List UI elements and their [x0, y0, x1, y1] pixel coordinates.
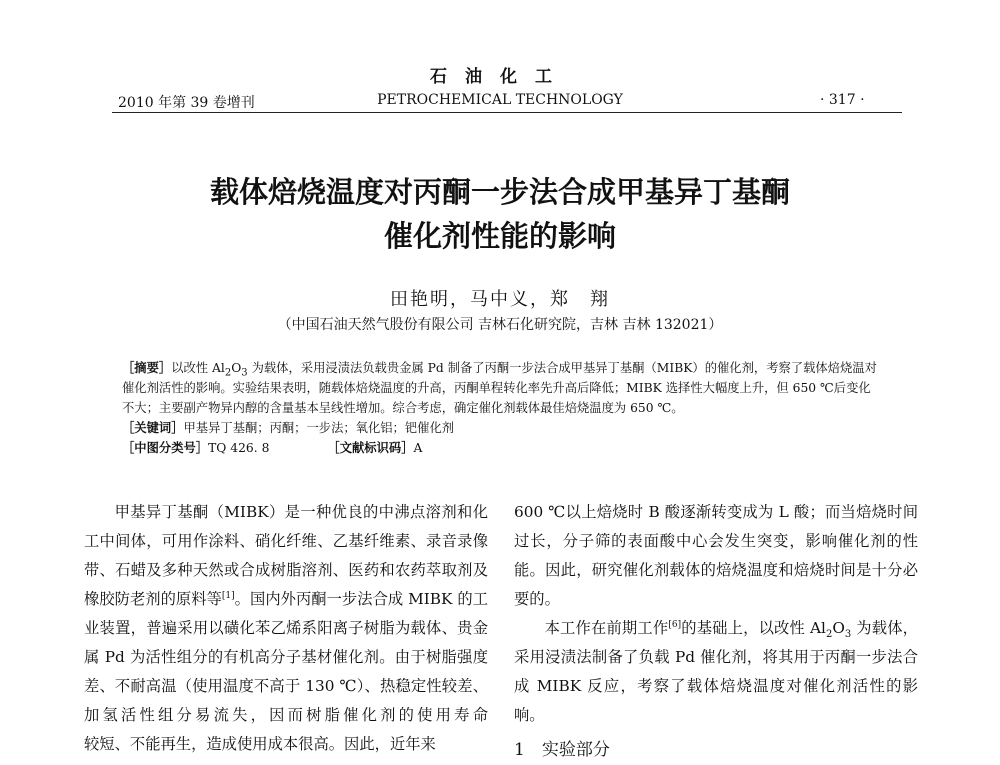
formula-al-subscript: 2 — [224, 367, 232, 379]
intro-last-line: 较短、不能再生，造成使用成本很高。因此，近年来 — [84, 735, 436, 753]
section-heading: 1 实验部分 — [514, 740, 610, 760]
clc-label: ［中图分类号］ — [122, 440, 209, 455]
formula-al-subscript-2: 2 — [825, 629, 833, 641]
intro-text-a: 甲基异丁基酮（MIBK）是一种优良的中沸点溶剂和化工中间体，可用作涂料、硝化纤维、乙基纤维素、录音录像带、石蜡及多种天然或合成树脂溶剂、医药和农药萃取剂及橡胶防老剂的原料等 — [84, 503, 488, 608]
paper-title-line-1: 载体焙烧温度对丙酮一步法合成甲基异丁基酮 — [209, 175, 790, 209]
abstract-text-a: 以改性 Al — [171, 361, 225, 375]
classification — [122, 438, 880, 458]
doc-code-value: A — [413, 441, 423, 455]
intro-text-b: 。国内外丙酮一步法合成 MIBK 的工业装置，普遍采用以磺化苯乙烯系阳离子树脂为载体、贵金属 Pd 为活性组分的有机高分子基材催化剂。由于树脂强度差、不耐高温（使用温度不高于 130 ℃）、热稳定性较差、加氢活性组分易流失，因而树脂催化剂的使用寿命 — [84, 590, 488, 724]
doc-code-label: ［文献标识码］ — [327, 440, 414, 455]
keywords-text: 甲基异丁基酮；丙酮；一步法；氧化铝；钯催化剂 — [183, 421, 455, 435]
issue-info: 2010 年第 39 卷增刊 — [118, 95, 255, 111]
abstract-text-b: 为载体，采用浸渍法负载贵金属 Pd 制备了丙酮一步法合成甲基异丁基酮（MIBK）的催化剂，考察了载体焙烧温对催化剂活性的影响。实验结果表明，随载体焙烧温度的升高，丙酮单程转化率先升高后降低；MIBK 选择性大幅度上升，但 650 ℃后变化不大；主要副产物异内醇的含量基本呈线性增加。综合考虑，确定催化剂载体最佳焙烧温度为 650 ℃。 — [122, 361, 877, 415]
paper-title-line-2: 催化剂性能的影响 — [383, 219, 616, 253]
formula-o-subscript: 3 — [241, 367, 248, 379]
formula-o-subscript-2: 3 — [844, 629, 852, 641]
formula-o-2: O — [832, 619, 845, 637]
right-para2-text-b: 的基础上，以改性 Al — [681, 619, 826, 637]
intro-paragraph — [84, 498, 488, 759]
keywords — [122, 418, 880, 438]
right-paragraph-1: 600 ℃以上焙烧时 B 酸逐渐转变成为 L 酸；而当焙烧时间过长，分子筛的表面酸中心会发生突变，影响催化剂的性能。因此，研究催化剂载体的焙烧温度和焙烧时间是十分必要的。 — [514, 503, 918, 608]
abstract — [122, 358, 880, 418]
body-left-column — [84, 498, 488, 759]
authors: 田艳明，马中义，郑 翔 — [390, 289, 610, 310]
header-rule — [112, 112, 902, 113]
right-para2-text-c: 为载体，采用浸渍法制备了负载 Pd 催化剂，将其用于丙酮一步法合成 MIBK 反应，考察了载体焙烧温度对催化剂活性的影响。 — [514, 619, 918, 724]
keywords-label: ［关键词］ — [122, 420, 184, 435]
affiliation: （中国石油天然气股份有限公司 吉林石化研究院，吉林 吉林 132021） — [277, 317, 723, 333]
right-paragraph-2 — [514, 614, 918, 730]
reference-1: [1] — [221, 590, 235, 601]
journal-title-cn: 石油化工 — [430, 67, 570, 87]
page-number: · 317 · — [820, 92, 865, 108]
abstract-block — [122, 358, 880, 458]
journal-title-en: PETROCHEMICAL TECHNOLOGY — [377, 92, 623, 108]
right-para2-text-a: 本工作在前期工作 — [544, 619, 669, 637]
abstract-label: ［摘要］ — [122, 360, 172, 375]
reference-6: [6] — [668, 619, 682, 630]
clc-value: TQ 426. 8 — [208, 441, 270, 455]
formula-o: O — [231, 361, 242, 375]
body-right-column — [514, 498, 918, 765]
